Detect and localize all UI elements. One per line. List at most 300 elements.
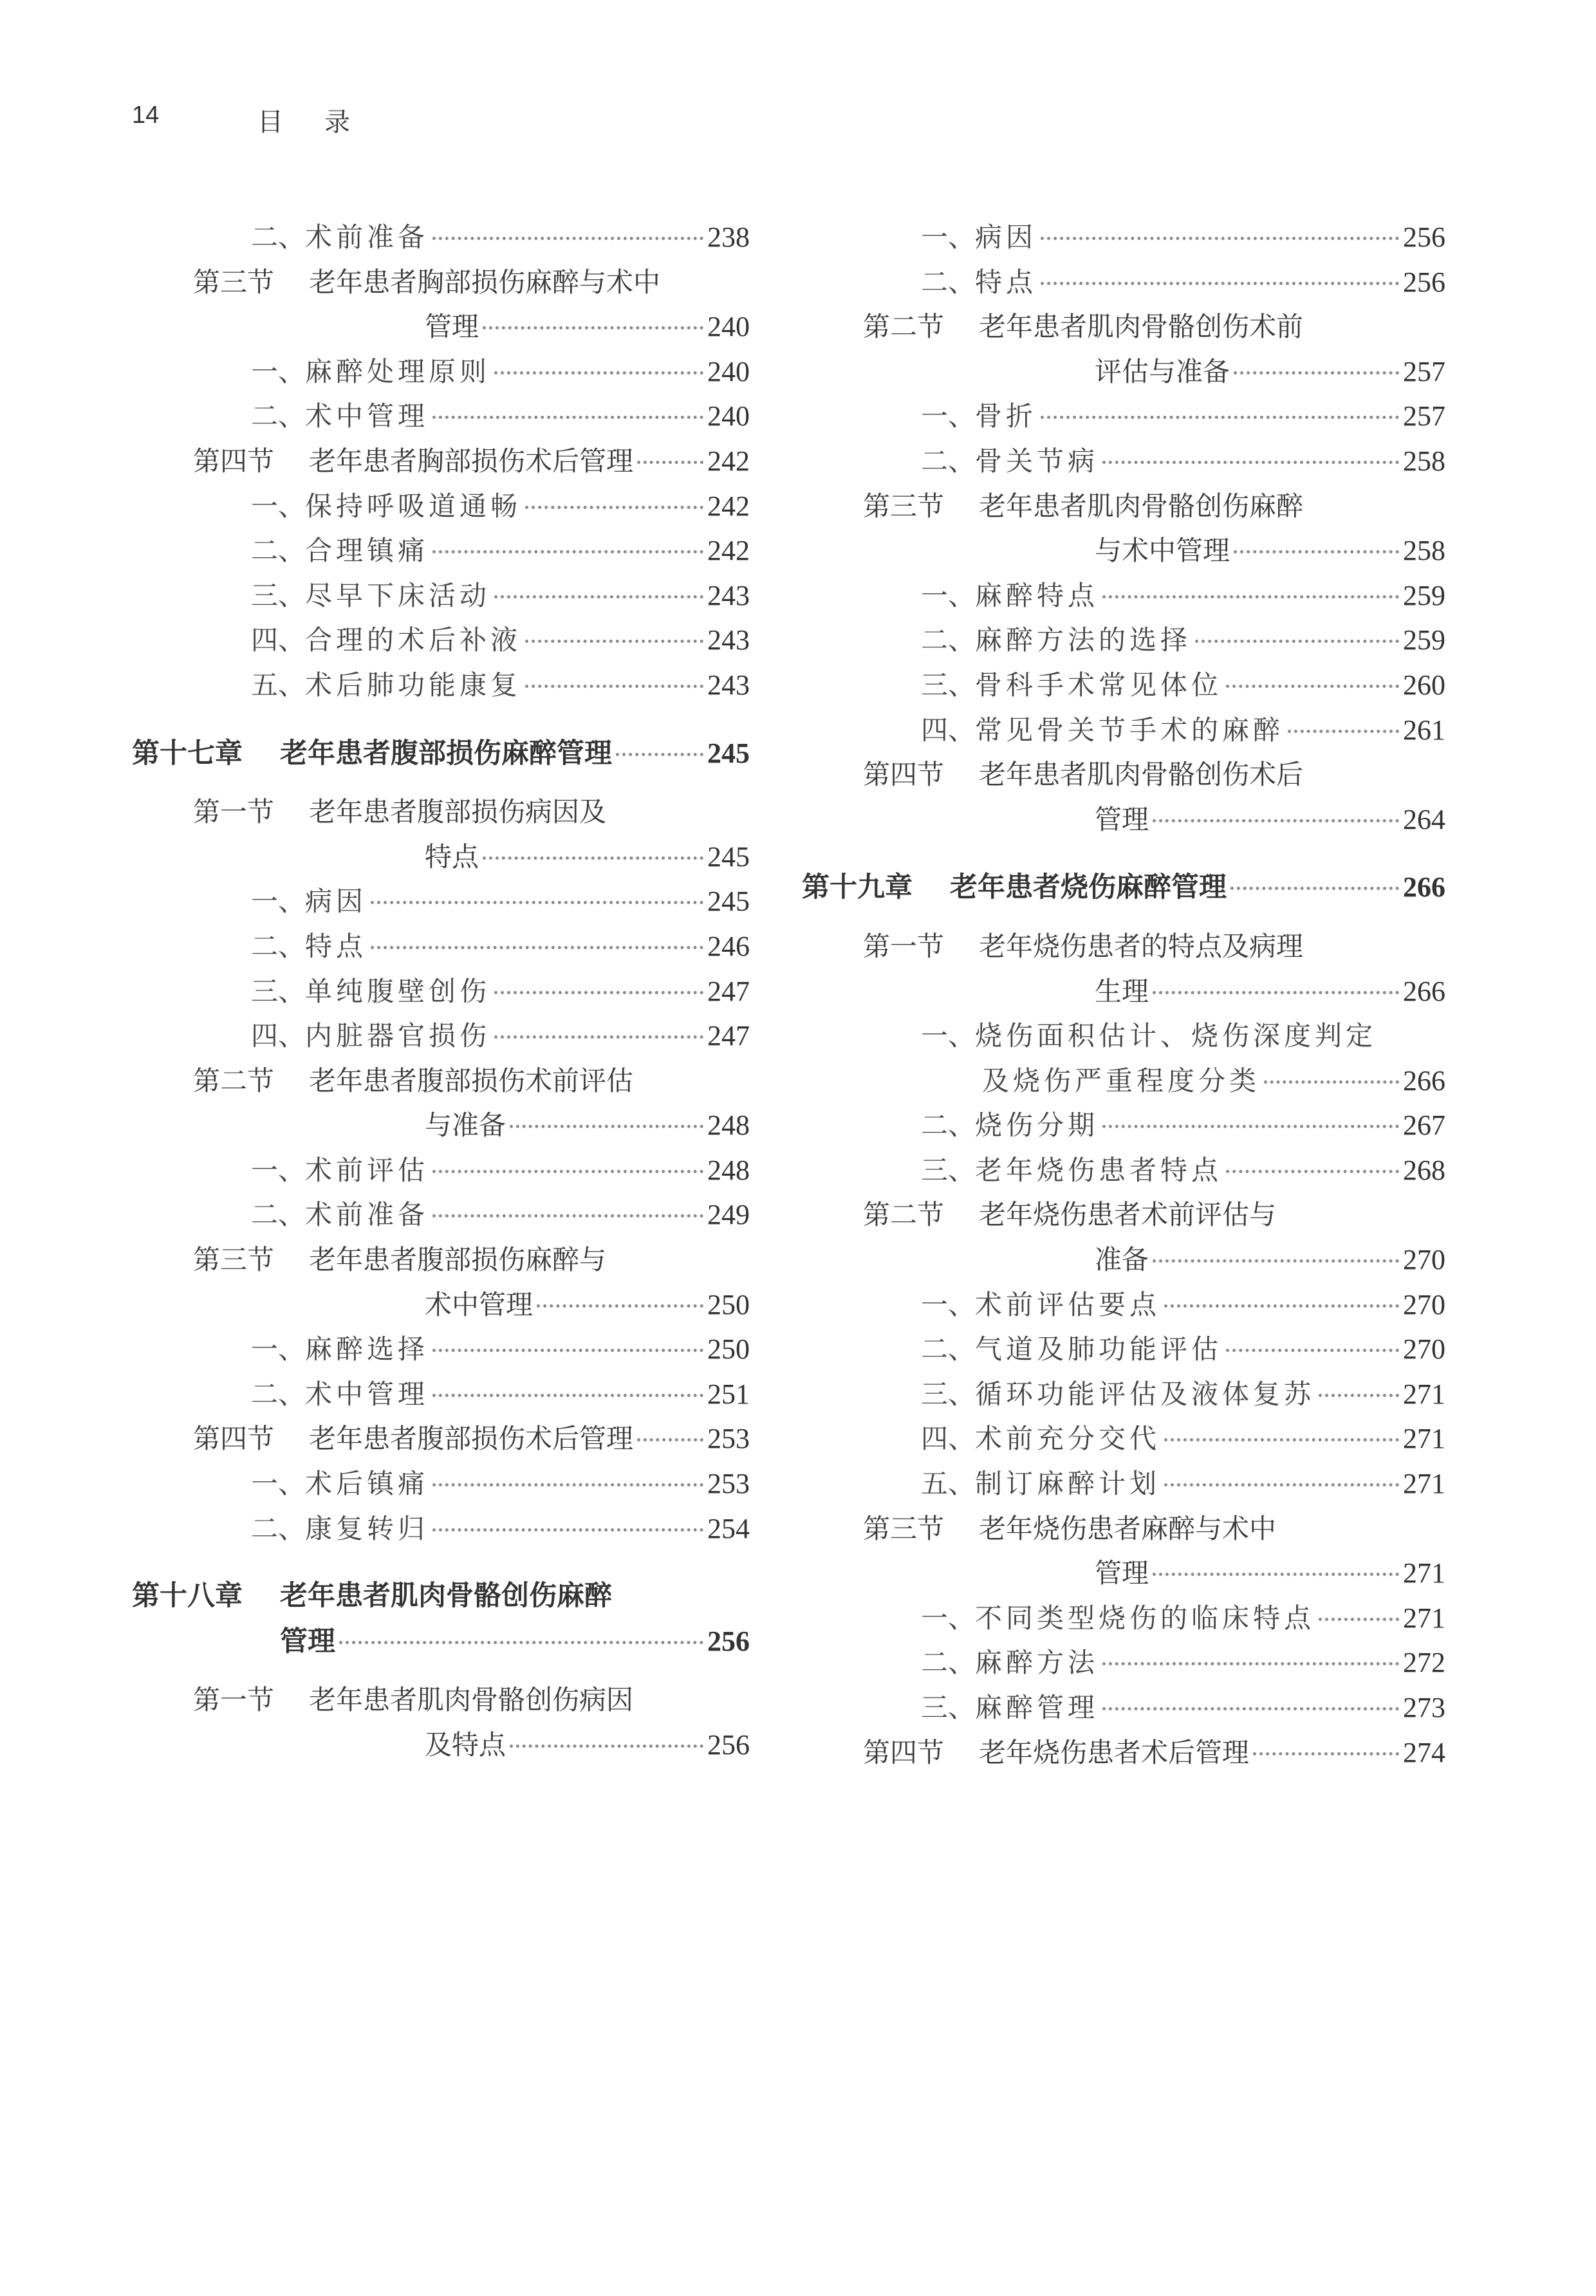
dot-leader <box>339 1641 703 1644</box>
toc-page-number: 266 <box>1403 1064 1445 1097</box>
toc-page-number: 273 <box>1403 1692 1445 1723</box>
toc-page-number: 254 <box>707 1512 750 1544</box>
toc-entry-title: 老年患者胸部损伤麻醉与术中 <box>309 266 661 298</box>
dot-leader <box>1319 1618 1399 1621</box>
toc-entry-title: 术前评估要点 <box>975 1288 1161 1320</box>
toc-section-entry[interactable] <box>132 1416 750 1461</box>
toc-entry-prefix: 三、 <box>921 1692 976 1723</box>
toc-page-number: 246 <box>707 930 750 962</box>
toc-page-number: 271 <box>1403 1468 1445 1500</box>
toc-page-number: 266 <box>1403 871 1445 903</box>
dot-leader <box>483 326 703 329</box>
toc-page-number: 257 <box>1403 400 1445 432</box>
toc-entry-prefix: 二、 <box>921 445 976 477</box>
toc-entry-prefix: 三、 <box>921 1154 976 1186</box>
toc-item-entry[interactable] <box>132 1014 750 1059</box>
toc-entry-title: 病因 <box>975 221 1037 253</box>
toc-page-number: 240 <box>707 400 750 432</box>
toc-entry-title: 术后镇痛 <box>305 1468 429 1500</box>
toc-entry-title: 老年患者腹部损伤术后管理 <box>309 1423 634 1455</box>
dot-leader <box>1153 991 1399 994</box>
toc-entry-prefix: 第十七章 <box>132 737 243 770</box>
toc-item-entry[interactable] <box>132 215 750 260</box>
toc-entry-prefix: 三、 <box>251 975 306 1007</box>
dot-leader <box>1264 1080 1399 1084</box>
toc-entry-title: 管理 <box>425 311 479 343</box>
dot-leader <box>432 1528 703 1532</box>
toc-entry-title: 管理 <box>1095 1557 1149 1589</box>
toc-entry-prefix: 一、 <box>921 1020 976 1052</box>
toc-item-entry[interactable] <box>802 260 1445 305</box>
toc-page-number: 270 <box>1403 1333 1445 1366</box>
toc-item-entry[interactable] <box>132 1192 750 1237</box>
toc-entry-title: 老年患者肌肉骨骼创伤术前 <box>979 311 1304 343</box>
toc-page-number: 256 <box>1403 221 1445 253</box>
toc-entry-prefix: 二、 <box>251 930 306 962</box>
toc-entry-title: 术前准备 <box>305 221 429 253</box>
toc-entry-prefix: 二、 <box>251 535 306 567</box>
toc-item-entry[interactable] <box>802 1148 1445 1193</box>
dot-leader <box>1253 1752 1399 1755</box>
dot-leader <box>1153 1259 1399 1263</box>
dot-leader <box>1102 595 1399 598</box>
toc-page-number: 259 <box>1403 624 1445 656</box>
toc-entry-prefix: 第二节 <box>193 1064 275 1097</box>
dot-leader <box>1153 1573 1399 1576</box>
toc-entry-title: 术前充分交代 <box>975 1423 1161 1455</box>
toc-entry-title: 评估与准备 <box>1095 355 1230 387</box>
toc-entry-title: 老年患者腹部损伤麻醉与 <box>309 1244 607 1276</box>
toc-entry-prefix: 一、 <box>251 885 306 918</box>
toc-entry-prefix: 二、 <box>921 624 976 656</box>
toc-page-number: 243 <box>707 579 750 611</box>
toc-entry-prefix: 一、 <box>251 355 306 387</box>
toc-section-entry[interactable] <box>132 1678 750 1723</box>
toc-entry-title: 老年患者烧伤麻醉管理 <box>950 871 1227 904</box>
toc-item-entry[interactable] <box>802 1685 1445 1730</box>
toc-item-entry[interactable] <box>802 1416 1445 1461</box>
dot-leader <box>1041 416 1399 419</box>
toc-entry-prefix: 一、 <box>921 1602 976 1634</box>
toc-entry-title: 老年患者肌肉骨骼创伤术后 <box>979 759 1304 791</box>
toc-page-number: 247 <box>707 1020 750 1052</box>
toc-entry-title: 烧伤分期 <box>975 1109 1099 1142</box>
toc-chapter-entry[interactable] <box>802 865 1445 910</box>
toc-page-number: 245 <box>707 840 750 873</box>
toc-page-number: 268 <box>1403 1154 1445 1186</box>
toc-item-entry[interactable] <box>132 879 750 924</box>
toc-entry-title: 术中管理 <box>305 400 429 432</box>
toc-page-number: 251 <box>707 1378 750 1410</box>
dot-leader <box>432 1349 703 1352</box>
toc-page-number: 256 <box>707 1729 750 1761</box>
toc-entry-title: 麻醉处理原则 <box>305 355 491 387</box>
toc-entry-prefix: 四、 <box>251 1020 306 1052</box>
toc-item-entry[interactable] <box>802 1059 1445 1104</box>
dot-leader <box>1102 1662 1399 1665</box>
toc-section-entry[interactable] <box>802 349 1445 394</box>
toc-section-entry[interactable] <box>132 835 750 880</box>
toc-entry-title: 不同类型烧伤的临床特点 <box>975 1602 1315 1634</box>
toc-entry-title: 术中管理 <box>425 1288 534 1320</box>
toc-section-entry[interactable] <box>132 1103 750 1148</box>
toc-section-entry[interactable] <box>802 924 1445 969</box>
dot-leader <box>1234 550 1399 553</box>
dot-leader <box>1164 1438 1399 1441</box>
toc-entry-prefix: 一、 <box>921 400 976 432</box>
toc-entry-title: 与准备 <box>425 1109 506 1142</box>
toc-page-number: 250 <box>707 1288 750 1320</box>
toc-item-entry[interactable] <box>802 1461 1445 1506</box>
toc-entry-title: 老年患者胸部损伤术后管理 <box>309 445 634 477</box>
toc-left-column <box>132 215 750 1768</box>
dot-leader <box>1234 371 1399 375</box>
dot-leader <box>494 991 703 994</box>
toc-entry-prefix: 第三节 <box>863 490 945 522</box>
toc-item-entry[interactable] <box>132 1461 750 1506</box>
toc-page-number: 257 <box>1403 355 1445 387</box>
toc-entry-title: 及特点 <box>425 1729 506 1761</box>
toc-entry-title: 老年烧伤患者术前评估与 <box>979 1199 1277 1231</box>
toc-section-entry[interactable] <box>802 1551 1445 1596</box>
toc-entry-title: 骨科手术常见体位 <box>975 669 1223 701</box>
toc-entry-prefix: 第十八章 <box>132 1580 243 1613</box>
toc-page-number: 264 <box>1403 803 1445 835</box>
toc-entry-prefix: 一、 <box>251 490 306 522</box>
toc-item-entry[interactable] <box>802 1103 1445 1148</box>
dot-leader <box>1319 1394 1399 1397</box>
toc-item-entry[interactable] <box>132 618 750 663</box>
dot-leader <box>494 1035 703 1039</box>
dot-leader <box>494 371 703 375</box>
dot-leader <box>432 1483 703 1486</box>
toc-entry-title: 老年患者腹部损伤病因及 <box>309 796 607 828</box>
toc-page-number: 256 <box>707 1625 750 1657</box>
dot-leader <box>637 1438 703 1441</box>
toc-item-entry[interactable] <box>132 528 750 573</box>
toc-entry-title: 病因 <box>305 885 367 918</box>
dot-leader <box>1226 685 1399 688</box>
dot-leader <box>1164 1304 1399 1308</box>
toc-page-number: 272 <box>1403 1647 1445 1679</box>
dot-leader <box>483 856 703 860</box>
toc-chapter-entry[interactable] <box>132 731 750 776</box>
toc-item-entry[interactable] <box>132 1372 750 1417</box>
toc-entry-title: 及烧伤严重程度分类 <box>982 1064 1261 1097</box>
toc-item-entry[interactable] <box>802 1014 1445 1059</box>
toc-entry-prefix: 第四节 <box>863 1736 945 1768</box>
toc-page-number: 270 <box>1403 1244 1445 1276</box>
toc-entry-title: 常见骨关节手术的麻醉 <box>975 714 1285 746</box>
toc-section-entry[interactable] <box>132 1282 750 1328</box>
running-title: 目录 <box>257 107 391 137</box>
toc-entry-title: 老年患者肌肉骨骼创伤麻醉 <box>979 490 1304 522</box>
toc-entry-prefix: 二、 <box>251 1512 306 1544</box>
toc-entry-prefix: 四、 <box>921 714 976 746</box>
toc-entry-title: 与术中管理 <box>1095 535 1230 567</box>
toc-entry-prefix: 一、 <box>921 1288 976 1320</box>
toc-entry-title: 术前准备 <box>305 1199 429 1231</box>
dot-leader <box>1195 640 1399 643</box>
toc-entry-prefix: 三、 <box>251 579 306 611</box>
toc-entry-prefix: 第四节 <box>193 445 275 477</box>
dot-leader <box>432 1214 703 1217</box>
toc-entry-title: 合理的术后补液 <box>305 624 522 656</box>
dot-leader <box>432 1170 703 1173</box>
toc-entry-title: 麻醉管理 <box>975 1692 1099 1723</box>
toc-entry-prefix: 第一节 <box>193 1684 275 1716</box>
toc-entry-prefix: 第一节 <box>863 930 945 962</box>
toc-right-column <box>802 215 1445 1775</box>
toc-item-entry[interactable] <box>802 573 1445 618</box>
toc-page-number: 243 <box>707 669 750 701</box>
toc-entry-title: 术中管理 <box>305 1378 429 1410</box>
toc-section-entry[interactable] <box>802 1506 1445 1551</box>
toc-page-number: 248 <box>707 1154 750 1186</box>
toc-entry-title: 烧伤面积估计、烧伤深度判定 <box>975 1020 1377 1052</box>
toc-entry-title: 老年烧伤患者的特点及病理 <box>979 930 1304 962</box>
toc-item-entry[interactable] <box>802 439 1445 484</box>
toc-page-number: 271 <box>1403 1423 1445 1455</box>
toc-entry-prefix: 二、 <box>921 1333 976 1366</box>
dot-leader <box>1102 1707 1399 1710</box>
toc-item-entry[interactable] <box>802 663 1445 708</box>
dot-leader <box>525 685 703 688</box>
dot-leader <box>432 1394 703 1397</box>
toc-entry-prefix: 第二节 <box>863 1199 945 1231</box>
toc-entry-prefix: 第四节 <box>863 759 945 791</box>
toc-entry-prefix: 三、 <box>921 669 976 701</box>
toc-page-number: 266 <box>1403 975 1445 1007</box>
toc-entry-prefix: 三、 <box>921 1378 976 1410</box>
toc-page-number: 271 <box>1403 1557 1445 1589</box>
toc-entry-title: 内脏器官损伤 <box>305 1020 491 1052</box>
toc-section-entry[interactable] <box>802 797 1445 842</box>
toc-page-number: 270 <box>1403 1288 1445 1320</box>
toc-page-number: 267 <box>1403 1109 1445 1142</box>
toc-entry-title: 管理 <box>280 1625 335 1658</box>
toc-entry-prefix: 四、 <box>921 1423 976 1455</box>
toc-page-number: 271 <box>1403 1378 1445 1410</box>
toc-item-entry[interactable] <box>132 349 750 394</box>
toc-section-entry[interactable] <box>132 439 750 484</box>
toc-page-number: 258 <box>1403 445 1445 477</box>
toc-page-number: 245 <box>707 737 750 769</box>
page-number: 14 <box>132 102 160 129</box>
toc-section-entry[interactable] <box>802 1730 1445 1775</box>
toc-page-number: 259 <box>1403 579 1445 611</box>
toc-entry-title: 老年烧伤患者麻醉与术中 <box>979 1512 1277 1544</box>
dot-leader <box>371 946 703 949</box>
toc-item-entry[interactable] <box>802 394 1445 439</box>
toc-page-number: 271 <box>1403 1602 1445 1634</box>
toc-entry-title: 准备 <box>1095 1244 1149 1276</box>
dot-leader <box>1226 1349 1399 1352</box>
dot-leader <box>510 1125 703 1128</box>
toc-page-number: 248 <box>707 1109 750 1142</box>
dot-leader <box>1102 461 1399 464</box>
toc-entry-title: 康复转归 <box>305 1512 429 1544</box>
dot-leader <box>1153 819 1399 822</box>
toc-entry-title: 老年患者肌肉骨骼创伤病因 <box>309 1684 634 1716</box>
toc-entry-title: 麻醉方法 <box>975 1647 1099 1679</box>
toc-entry-prefix: 二、 <box>251 221 306 253</box>
toc-page-number: 258 <box>1403 535 1445 567</box>
toc-entry-prefix: 五、 <box>251 669 306 701</box>
toc-item-entry[interactable] <box>802 1640 1445 1685</box>
toc-chapter-entry[interactable] <box>132 1574 750 1619</box>
toc-section-entry[interactable] <box>802 1192 1445 1237</box>
dot-leader <box>616 753 703 756</box>
toc-entry-prefix: 第一节 <box>193 796 275 828</box>
dot-leader <box>1102 1125 1399 1128</box>
toc-entry-title: 特点 <box>425 840 479 873</box>
dot-leader <box>1230 887 1399 890</box>
toc-item-entry[interactable] <box>802 1596 1445 1641</box>
toc-entry-title: 合理镇痛 <box>305 535 429 567</box>
toc-entry-title: 麻醉特点 <box>975 579 1099 611</box>
toc-entry-title: 制订麻醉计划 <box>975 1468 1161 1500</box>
toc-entry-prefix: 一、 <box>921 221 976 253</box>
toc-page-number: 260 <box>1403 669 1445 701</box>
toc-entry-prefix: 第三节 <box>193 1244 275 1276</box>
toc-page-number: 253 <box>707 1468 750 1500</box>
dot-leader <box>494 595 703 598</box>
toc-entry-title: 生理 <box>1095 975 1149 1007</box>
dot-leader <box>510 1745 703 1748</box>
toc-page-number: 242 <box>707 535 750 567</box>
toc-item-entry[interactable] <box>802 215 1445 260</box>
toc-entry-title: 老年烧伤患者特点 <box>975 1154 1223 1186</box>
toc-section-entry[interactable] <box>802 1237 1445 1282</box>
toc-item-entry[interactable] <box>132 1148 750 1193</box>
dot-leader <box>1226 1170 1399 1173</box>
toc-page-number: 243 <box>707 624 750 656</box>
toc-entry-title: 管理 <box>1095 803 1149 835</box>
toc-page-number: 245 <box>707 885 750 918</box>
toc-section-entry[interactable] <box>132 1059 750 1104</box>
toc-item-entry[interactable] <box>132 1327 750 1372</box>
toc-section-entry[interactable] <box>802 484 1445 529</box>
toc-page-number: 261 <box>1403 714 1445 746</box>
toc-entry-title: 保持呼吸道通畅 <box>305 490 522 522</box>
toc-entry-title: 骨关节病 <box>975 445 1099 477</box>
toc-chapter-entry[interactable] <box>132 1619 750 1664</box>
toc-item-entry[interactable] <box>132 573 750 618</box>
toc-entry-title: 老年患者腹部损伤麻醉管理 <box>280 737 612 770</box>
toc-entry-title: 老年烧伤患者术后管理 <box>979 1736 1250 1768</box>
toc-item-entry[interactable] <box>802 708 1445 753</box>
toc-section-entry[interactable] <box>802 304 1445 349</box>
toc-page-number: 274 <box>1403 1736 1445 1768</box>
toc-entry-prefix: 第二节 <box>863 311 945 343</box>
dot-leader <box>525 506 703 509</box>
dot-leader <box>432 237 703 240</box>
toc-page-number: 256 <box>1403 266 1445 298</box>
toc-entry-title: 术前评估 <box>305 1154 429 1186</box>
toc-entry-prefix: 第三节 <box>193 266 275 298</box>
toc-entry-prefix: 二、 <box>251 1378 306 1410</box>
toc-entry-title: 麻醉方法的选择 <box>975 624 1192 656</box>
toc-page-number: 238 <box>707 221 750 253</box>
toc-page-number: 250 <box>707 1333 750 1366</box>
toc-entry-title: 特点 <box>975 266 1037 298</box>
toc-item-entry[interactable] <box>132 924 750 969</box>
toc-section-entry[interactable] <box>132 1237 750 1282</box>
toc-page-number: 249 <box>707 1199 750 1231</box>
toc-entry-prefix: 二、 <box>921 1647 976 1679</box>
toc-entry-prefix: 第十九章 <box>802 871 913 904</box>
dot-leader <box>1041 237 1399 240</box>
toc-entry-title: 麻醉选择 <box>305 1333 429 1366</box>
toc-item-entry[interactable] <box>132 394 750 439</box>
toc-entry-prefix: 第四节 <box>193 1423 275 1455</box>
toc-section-entry[interactable] <box>132 260 750 305</box>
toc-section-entry[interactable] <box>802 752 1445 797</box>
dot-leader <box>1041 282 1399 285</box>
dot-leader <box>537 1304 703 1308</box>
toc-entry-title: 老年患者肌肉骨骼创伤麻醉 <box>280 1580 612 1613</box>
toc-entry-prefix: 一、 <box>251 1333 306 1366</box>
toc-item-entry[interactable] <box>132 969 750 1014</box>
toc-page-number: 242 <box>707 490 750 522</box>
toc-entry-prefix: 二、 <box>921 1109 976 1142</box>
toc-item-entry[interactable] <box>802 1282 1445 1328</box>
toc-page-number: 253 <box>707 1423 750 1455</box>
dot-leader <box>1164 1483 1399 1486</box>
toc-section-entry[interactable] <box>802 528 1445 573</box>
toc-page-number: 240 <box>707 355 750 387</box>
toc-item-entry[interactable] <box>802 618 1445 663</box>
toc-entry-prefix: 第三节 <box>863 1512 945 1544</box>
toc-section-entry[interactable] <box>132 304 750 349</box>
toc-item-entry[interactable] <box>802 1327 1445 1372</box>
toc-entry-prefix: 五、 <box>921 1468 976 1500</box>
toc-item-entry[interactable] <box>802 1372 1445 1417</box>
dot-leader <box>432 416 703 419</box>
toc-section-entry[interactable] <box>802 969 1445 1014</box>
toc-entry-title: 老年患者腹部损伤术前评估 <box>309 1064 634 1097</box>
toc-entry-prefix: 四、 <box>251 624 306 656</box>
toc-section-entry[interactable] <box>132 790 750 835</box>
toc-entry-title: 术后肺功能康复 <box>305 669 522 701</box>
dot-leader <box>525 640 703 643</box>
toc-page-number: 242 <box>707 445 750 477</box>
toc-entry-prefix: 一、 <box>251 1154 306 1186</box>
toc-item-entry[interactable] <box>132 663 750 708</box>
toc-entry-prefix: 二、 <box>251 400 306 432</box>
toc-entry-prefix: 一、 <box>921 579 976 611</box>
dot-leader <box>1288 730 1399 733</box>
toc-section-entry[interactable] <box>132 1723 750 1768</box>
toc-item-entry[interactable] <box>132 484 750 529</box>
dot-leader <box>432 550 703 553</box>
dot-leader <box>637 461 703 464</box>
toc-entry-prefix: 二、 <box>251 1199 306 1231</box>
toc-entry-prefix: 二、 <box>921 266 976 298</box>
toc-page-number: 240 <box>707 311 750 343</box>
toc-entry-prefix: 一、 <box>251 1468 306 1500</box>
toc-page-number: 247 <box>707 975 750 1007</box>
toc-entry-title: 单纯腹壁创伤 <box>305 975 491 1007</box>
toc-item-entry[interactable] <box>132 1506 750 1551</box>
toc-entry-title: 尽早下床活动 <box>305 579 491 611</box>
dot-leader <box>371 901 703 904</box>
toc-entry-title: 循环功能评估及液体复苏 <box>975 1378 1315 1410</box>
toc-entry-title: 气道及肺功能评估 <box>975 1333 1223 1366</box>
toc-entry-title: 特点 <box>305 930 367 962</box>
toc-entry-title: 骨折 <box>975 400 1037 432</box>
